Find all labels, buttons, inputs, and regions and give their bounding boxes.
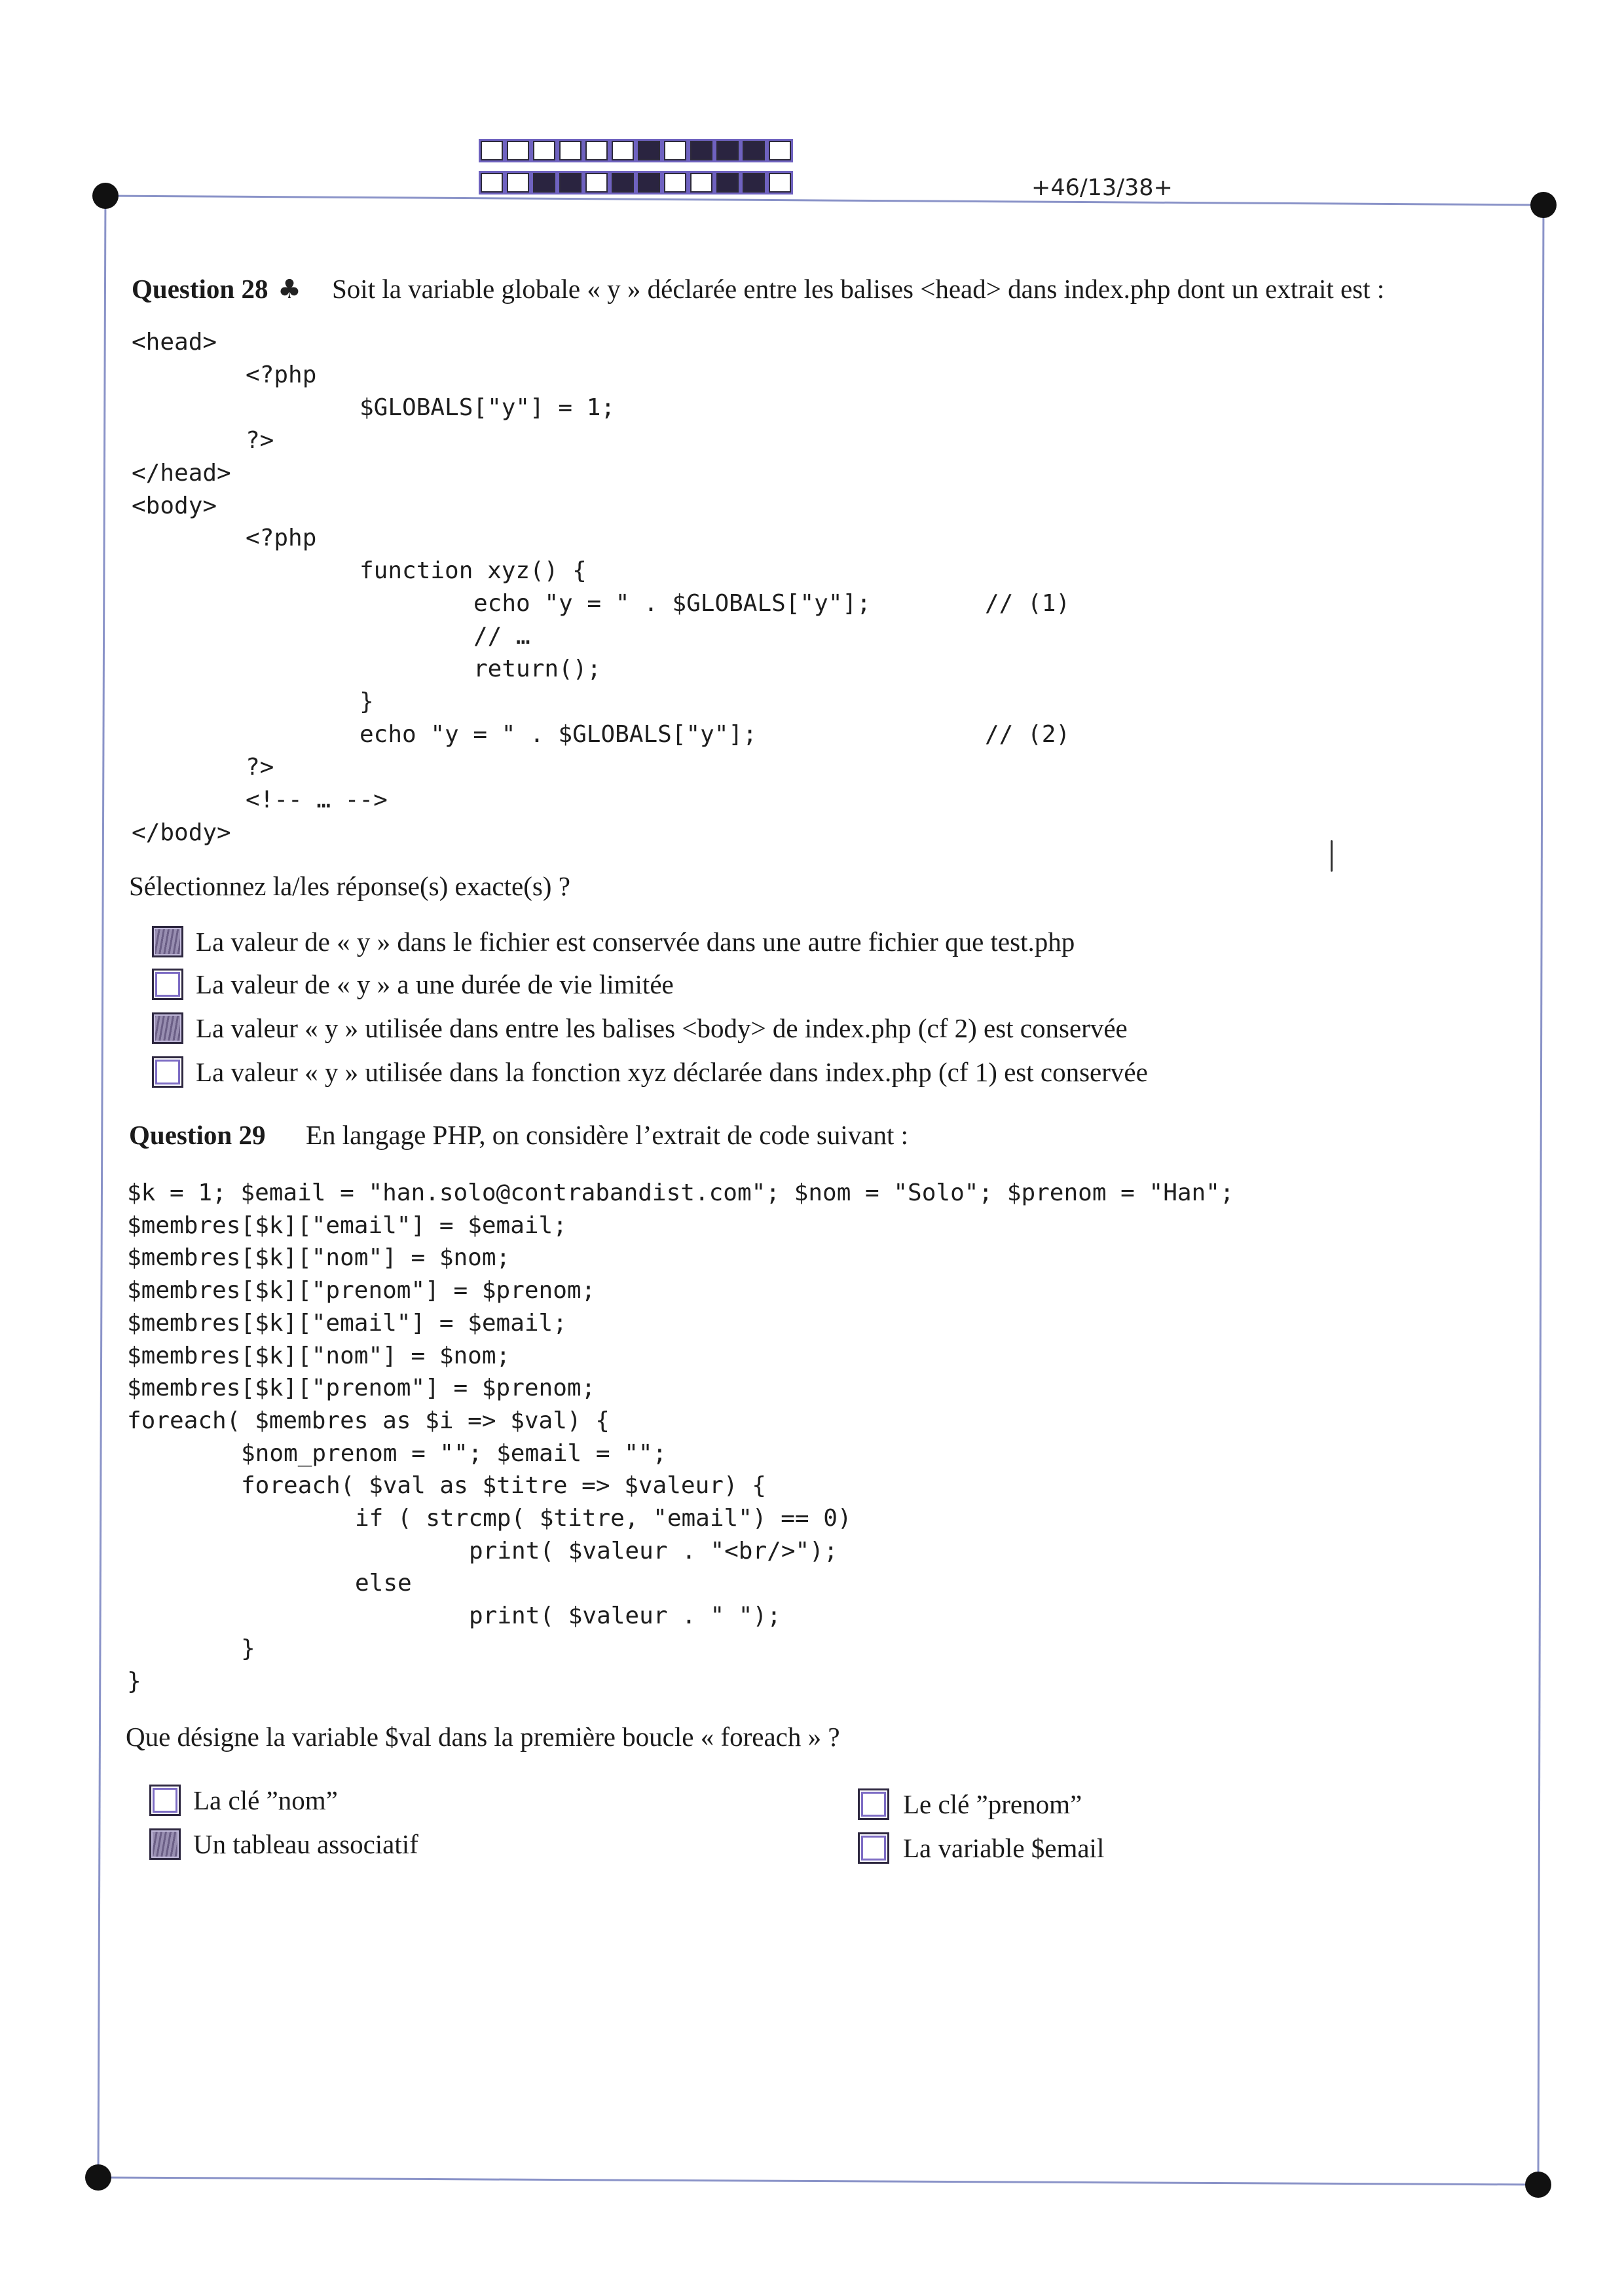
frame-line-left (98, 196, 105, 2177)
question-prompt: En langage PHP, on considère l’extrait de code suivant : (306, 1120, 908, 1150)
answer-checkbox[interactable] (152, 969, 183, 1000)
corner-marker-bottom-right (1525, 2172, 1551, 2198)
id-mark-cell (531, 139, 557, 162)
answer-checkbox[interactable] (149, 1785, 181, 1816)
id-mark-cell (662, 171, 688, 194)
code-comment: // (1) (985, 590, 1071, 617)
code-line: <body> (132, 492, 217, 519)
question-text: Que désigne la variable $val dans la première boucle « foreach » ? (126, 1722, 840, 1752)
id-mark-cell (688, 139, 714, 162)
code-line: function xyz() { (360, 557, 587, 584)
id-mark-cell (479, 139, 505, 162)
code-line: } (241, 1635, 255, 1662)
question-label: Question 29 (129, 1120, 266, 1150)
code-line: foreach( $membres as $i => $val) { (127, 1407, 610, 1434)
id-mark-cell (714, 171, 741, 194)
club-icon: ♣ (278, 274, 301, 305)
frame-line-bottom (98, 2177, 1538, 2185)
code-line: </head> (132, 460, 231, 487)
code-line: else (355, 1570, 412, 1597)
code-line: $membres[$k]["prenom"] = $prenom; (127, 1375, 596, 1401)
pen-mark (1331, 840, 1333, 872)
code-line: echo "y = " . $GLOBALS["y"]; (360, 721, 757, 748)
code-line: $membres[$k]["email"] = $email; (127, 1310, 567, 1337)
corner-marker-top-left (92, 183, 119, 209)
id-mark-cell (714, 139, 741, 162)
answer-option (149, 1785, 338, 1816)
code-line: <!-- … --> (246, 787, 388, 813)
code-line: // … (473, 623, 530, 650)
id-mark-cell (479, 171, 505, 194)
code-comment: // (2) (985, 721, 1071, 748)
answer-option (152, 1056, 1148, 1088)
frame-line-right (1538, 205, 1543, 2185)
answer-instruction: Sélectionnez la/les réponse(s) exacte(s) ? (129, 871, 570, 901)
code-line: foreach( $val as $titre => $valeur) { (241, 1472, 766, 1499)
code-line: $GLOBALS["y"] = 1; (360, 394, 616, 421)
id-mark-cell (662, 139, 688, 162)
question-label: Question 28 (132, 274, 268, 304)
id-mark-cell (767, 139, 793, 162)
answer-checkbox[interactable] (858, 1788, 889, 1820)
code-line: <?php (246, 525, 317, 551)
answer-label: La valeur « y » utilisée dans entre les balises <body> de index.php (cf 2) est conservée (196, 1013, 1128, 1043)
id-mark-cell (610, 139, 636, 162)
id-mark-cell (583, 139, 610, 162)
code-line: } (127, 1668, 141, 1695)
answer-checkbox[interactable] (152, 1012, 183, 1044)
code-line: $membres[$k]["nom"] = $nom; (127, 1244, 511, 1271)
answer-label: La valeur « y » utilisée dans la fonction xyz déclarée dans index.php (cf 1) est conservée (196, 1057, 1148, 1087)
answer-checkbox[interactable] (858, 1832, 889, 1864)
code-line: <?php (246, 361, 317, 388)
answer-option (152, 1012, 1128, 1044)
frame-line-top (105, 196, 1543, 205)
code-line: $membres[$k]["prenom"] = $prenom; (127, 1277, 596, 1304)
answer-option (149, 1828, 418, 1860)
answer-option (152, 926, 1075, 957)
code-line: return(); (473, 656, 602, 682)
id-mark-cell (531, 171, 557, 194)
answer-label: Le clé ”prenom” (903, 1789, 1082, 1819)
code-line: ?> (246, 754, 274, 781)
answer-label: La clé ”nom” (193, 1785, 338, 1815)
code-line: <head> (132, 329, 217, 356)
answer-label: Un tableau associatif (193, 1829, 418, 1859)
id-mark-cell (557, 171, 583, 194)
id-mark-cell (741, 171, 767, 194)
code-line: $k = 1; $email = "han.solo@contrabandist.com"; $nom = "Solo"; $prenom = "Han"; (127, 1179, 1234, 1206)
page-id: +46/13/38+ (1031, 175, 1173, 201)
answer-label: La variable $email (903, 1833, 1105, 1863)
id-mark-cell (741, 139, 767, 162)
answer-checkbox[interactable] (149, 1828, 181, 1860)
answer-option (858, 1788, 1082, 1820)
code-line: </body> (132, 819, 231, 846)
code-line: } (360, 688, 374, 715)
id-mark-cell (505, 139, 531, 162)
code-line: print( $valeur . "<br/>"); (469, 1538, 838, 1565)
id-mark-cell (505, 171, 531, 194)
answer-checkbox[interactable] (152, 1056, 183, 1088)
code-line: $membres[$k]["nom"] = $nom; (127, 1342, 511, 1369)
id-mark-cell (636, 139, 662, 162)
id-mark-cell (688, 171, 714, 194)
code-line: ?> (246, 427, 274, 454)
code-line: print( $valeur . " "); (469, 1602, 781, 1629)
code-line: $nom_prenom = ""; $email = ""; (241, 1440, 667, 1467)
code-line: $membres[$k]["email"] = $email; (127, 1212, 567, 1239)
answer-option (858, 1832, 1104, 1864)
answer-option (152, 969, 674, 1000)
corner-marker-bottom-left (85, 2164, 111, 2191)
id-mark-row (479, 171, 793, 194)
id-mark-cell (583, 171, 610, 194)
question-prompt: Soit la variable globale « y » déclarée entre les balises <head> dans index.php dont un extrait est : (332, 274, 1385, 304)
code-line: echo "y = " . $GLOBALS["y"]; (473, 590, 871, 617)
code-line: if ( strcmp( $titre, "email") == 0) (355, 1505, 852, 1532)
id-mark-cell (767, 171, 793, 194)
corner-marker-top-right (1530, 192, 1557, 218)
id-mark-cell (610, 171, 636, 194)
answer-label: La valeur de « y » a une durée de vie limitée (196, 969, 674, 999)
id-mark-cell (636, 171, 662, 194)
answer-label: La valeur de « y » dans le fichier est conservée dans une autre fichier que test.php (196, 927, 1075, 957)
id-mark-cell (557, 139, 583, 162)
id-mark-row (479, 139, 793, 162)
answer-checkbox[interactable] (152, 926, 183, 957)
